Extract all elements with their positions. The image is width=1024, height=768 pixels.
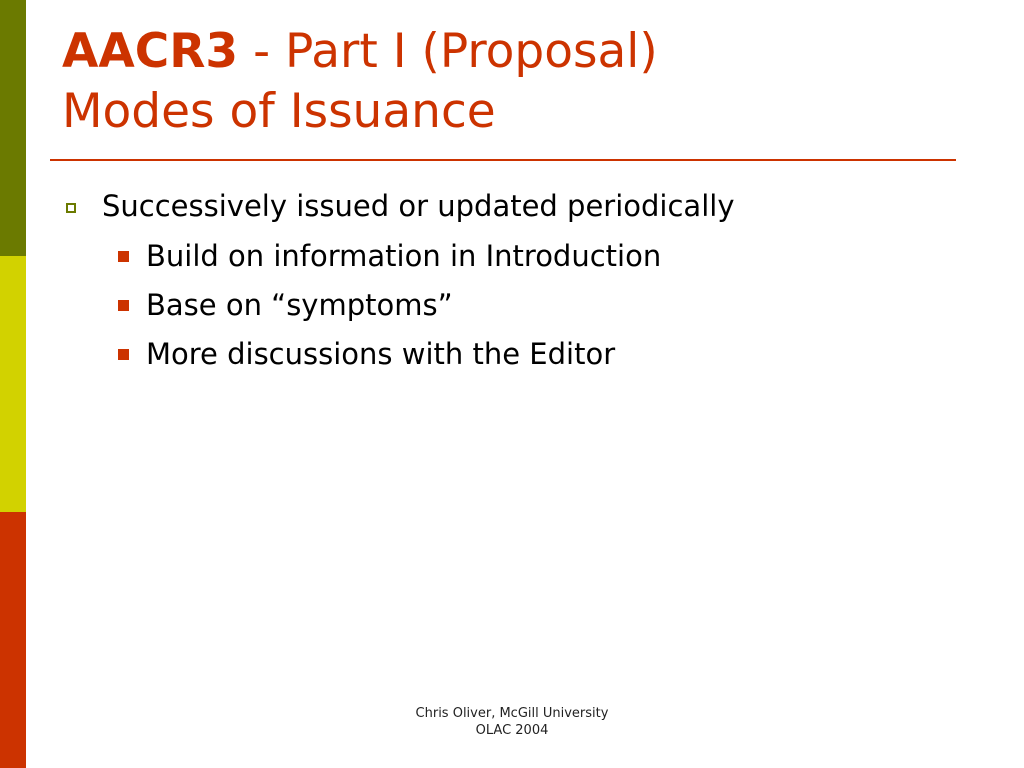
title-line-2: Modes of Issuance xyxy=(62,84,496,139)
footer-event: OLAC 2004 xyxy=(475,723,549,738)
bullet-level2-text: More discussions with the Editor xyxy=(146,337,616,371)
footer-author: Chris Oliver, McGill University xyxy=(415,706,609,721)
bullet-level2-text: Base on “symptoms” xyxy=(146,288,453,322)
bullet-level1-text: Successively issued or updated periodically xyxy=(102,189,735,223)
hollow-square-bullet-icon xyxy=(66,203,76,213)
filled-square-bullet-icon xyxy=(118,251,129,262)
bullet-level2-text: Build on information in Introduction xyxy=(146,239,662,273)
title-rest: - Part I (Proposal) xyxy=(238,24,658,79)
filled-square-bullet-icon xyxy=(118,349,129,360)
filled-square-bullet-icon xyxy=(118,300,129,311)
slide-footer xyxy=(362,705,662,739)
title-bold-part: AACR3 xyxy=(62,24,239,79)
